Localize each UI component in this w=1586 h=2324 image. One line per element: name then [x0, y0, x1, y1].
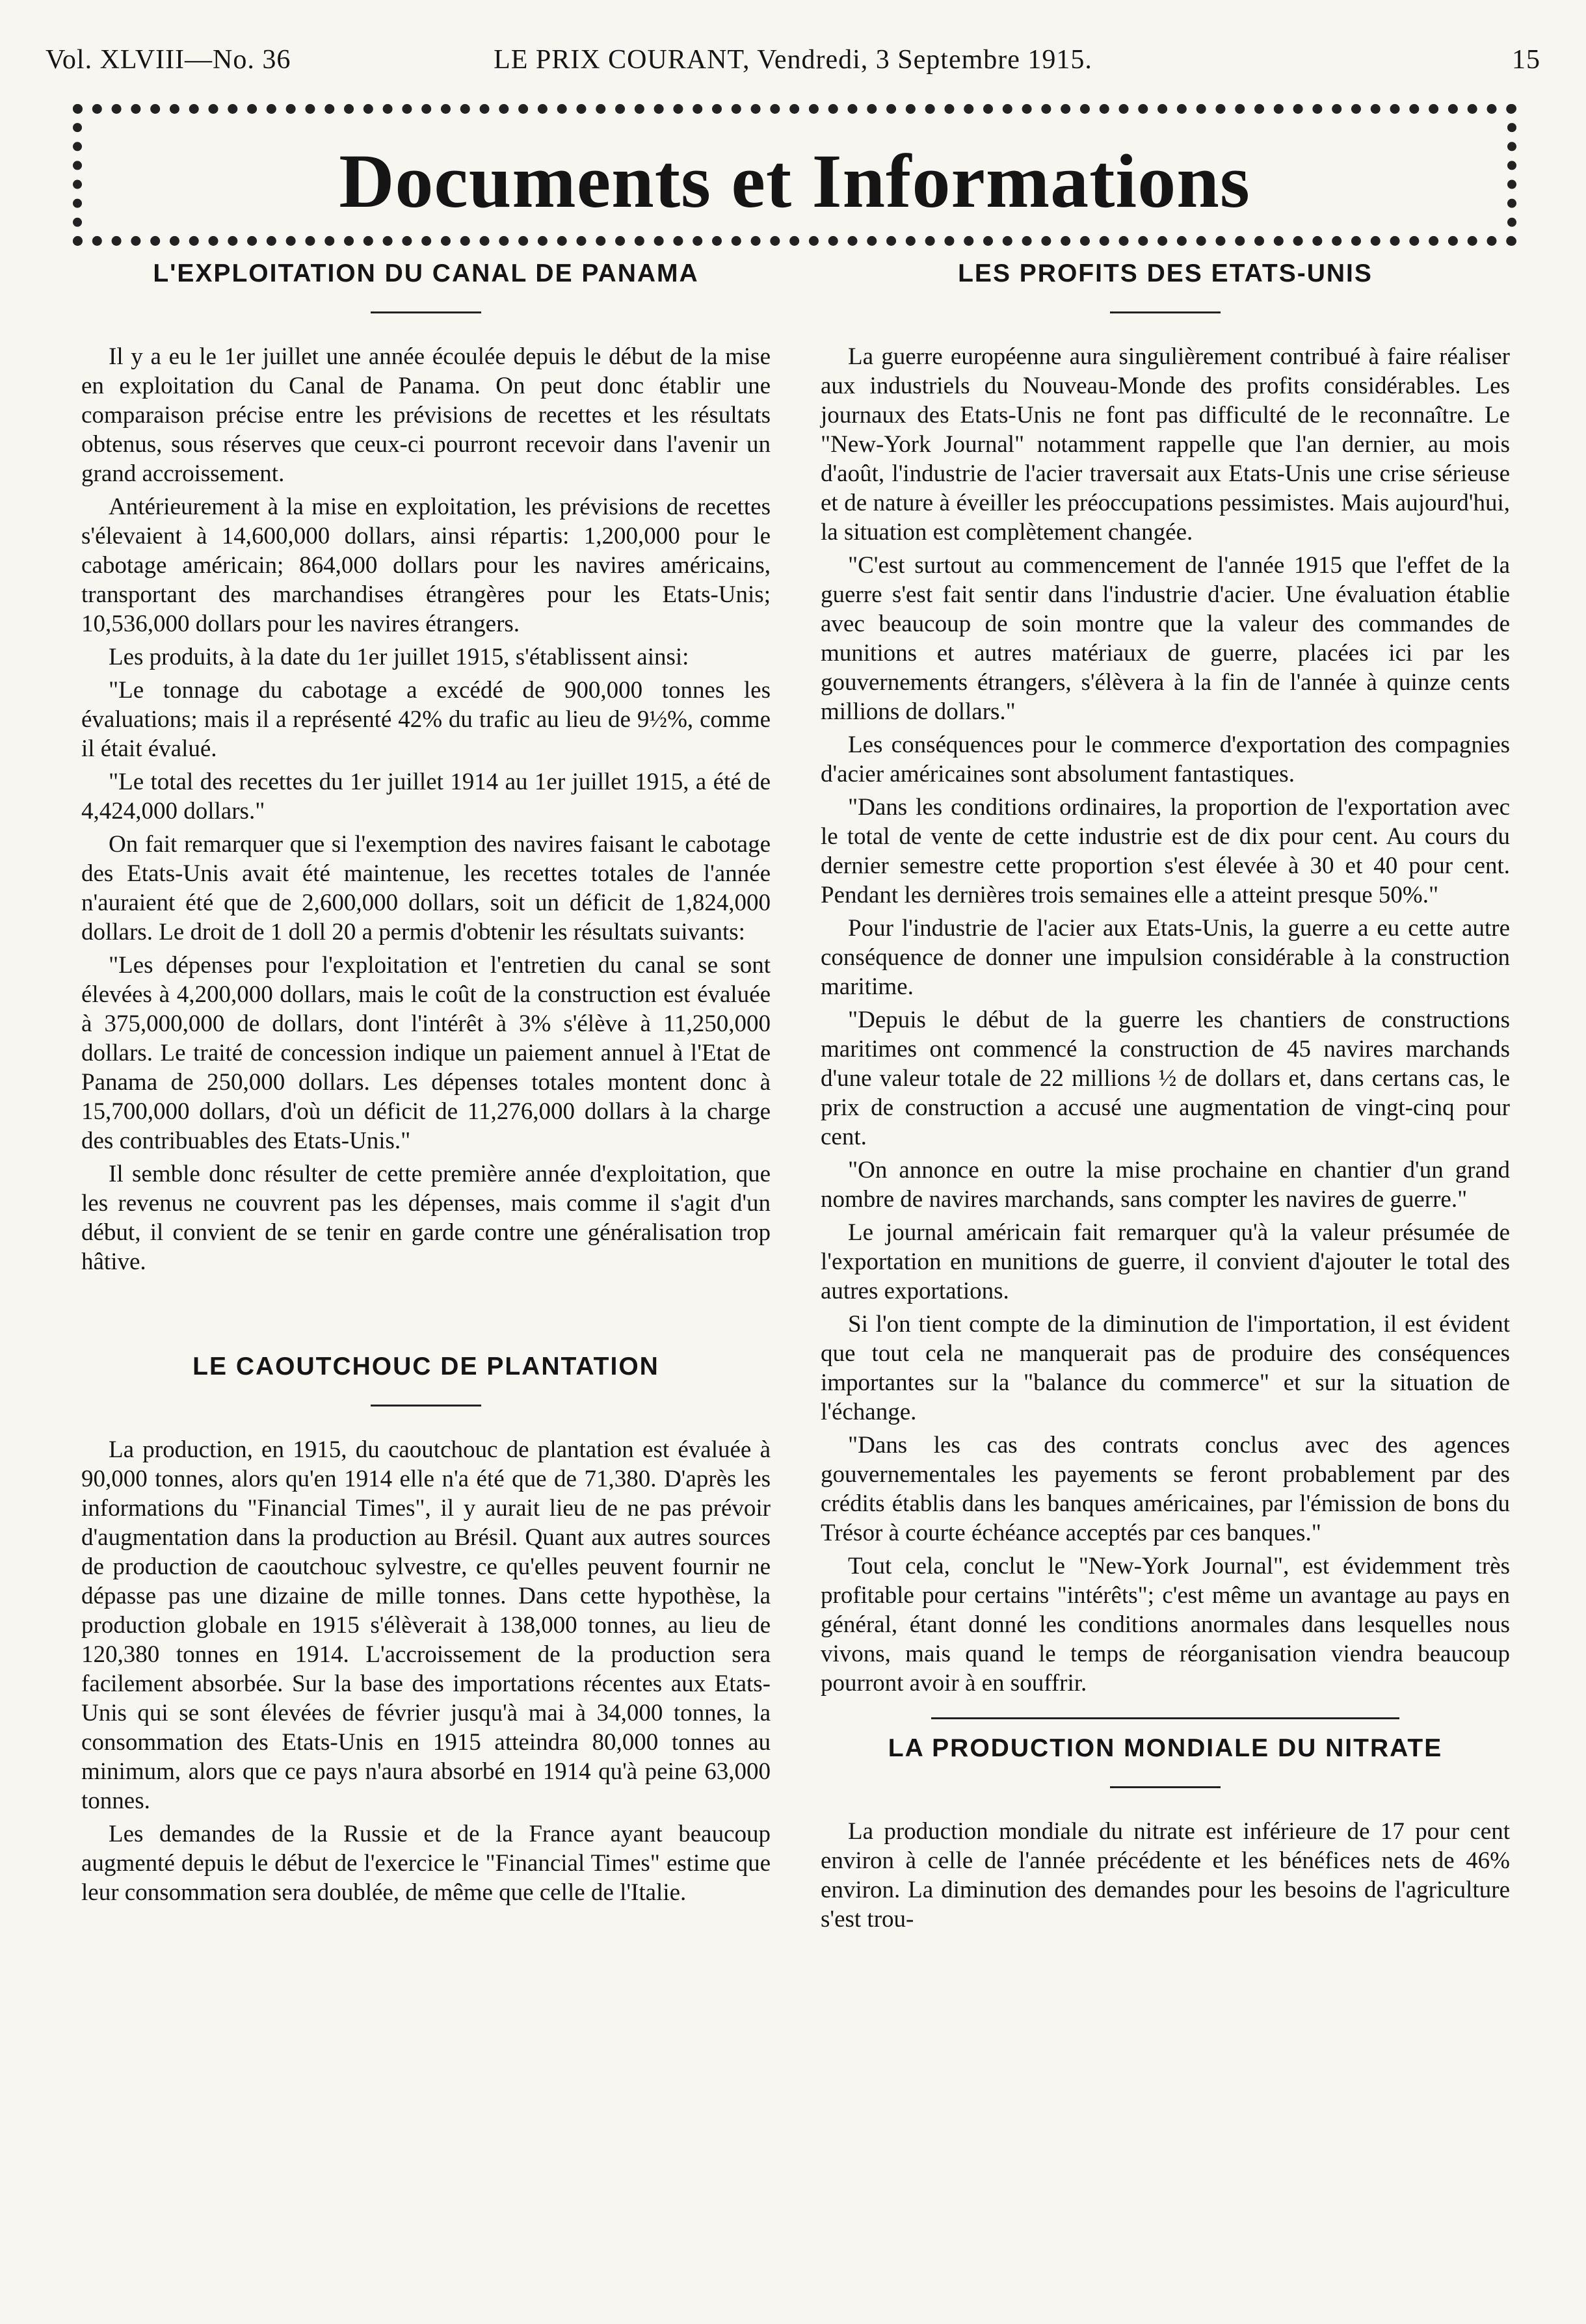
paragraph: On fait remarquer que si l'exemption des navires faisant le cabotage des Etats-Unis avait été maintenue, les recettes totales de l'année n'auraient été que de 2,600,000 dollars, soit un déficit de 1,824,000 dollars. Le droit de 1 doll 20 a permis d'obtenir les résultats suivants: [81, 831, 771, 945]
article-nitrate [821, 1734, 1510, 1934]
divider [371, 1405, 481, 1406]
right-column [821, 259, 1510, 1938]
article-heading: LA PRODUCTION MONDIALE DU NITRATE [888, 1734, 1443, 1762]
section-title: Documents et Informations [339, 139, 1250, 224]
paragraph: Il y a eu le 1er juillet une année écoulée depuis le début de la mise en exploitation du Canal de Panama. On peut donc établir une comparaison précise entre les prévisions de recettes et les résultats obtenus, sous réserves que ceux-ci pourront recevoir dans l'avenir un grand accroissement. [81, 343, 771, 487]
paragraph: Tout cela, conclut le "New-York Journal", est évidemment très profitable pour certains "intérêts"; c'est même un avantage au pays en général, étant donné les conditions anormales dans lesquelles nous vivons, mais quand le temps de réorganisation viendra beaucoup pourront avoir à en souffrir. [821, 1553, 1510, 1697]
paragraph: Antérieurement à la mise en exploitation, les prévisions de recettes s'élevaient à 14,600,000 dollars, ainsi répartis: 1,200,000 pour le cabotage américain; 864,000 dollars pour les navires américains, transportant des marchandises étrangères pour les Etats-Unis; 10,536,000 dollars pour les navires étrangers. [81, 494, 771, 637]
article-us-profits [821, 259, 1510, 1698]
paragraph: La production, en 1915, du caoutchouc de plantation est évaluée à 90,000 tonnes, alors qu'en 1914 elle n'a été que de 71,380. D'après les informations du "Financial Times", il y aurait lieu de ne pas prévoir d'augmentation dans la production au Brésil. Quant aux autres sources de production de caoutchouc sylvestre, ce qu'elles peuvent fournir ne dépasse pas une dizaine de mille tonnes. Dans cette hypothèse, la production globale en 1915 s'élèverait à 138,000 tonnes, au lieu de 120,380 tonnes en 1914. L'accroissement de la production sera facilement absorbée. Sur la base des importations récentes aux Etats-Unis qui se sont élevées de février jusqu'à mai à 34,000 tonnes, la consommation des Etats-Unis en 1915 atteindra 80,000 tonnes au minimum, alors que ce pays n'aura absorbé en 1914 qu'à peine 63,000 tonnes. [81, 1436, 771, 1814]
paragraph: Les demandes de la Russie et de la France ayant beaucoup augmenté depuis le début de l'exercice le "Financial Times" estime que leur consommation sera doublée, de même que celle de l'Italie. [81, 1821, 771, 1906]
article-heading: L'EXPLOITATION DU CANAL DE PANAMA [153, 259, 699, 287]
divider [1110, 311, 1221, 313]
paragraph: "Dans les cas des contrats conclus avec des agences gouvernementales les payements se feront probablement par des crédits établis dans les banques américaines, par l'émission de bons du Trésor à courte échéance acceptés par ces banques." [821, 1432, 1510, 1546]
masthead: LE PRIX COURANT, Vendredi, 3 Septembre 1915. [494, 45, 1092, 75]
paragraph: "Le total des recettes du 1er juillet 1914 au 1er juillet 1915, a été de 4,424,000 dollars." [81, 769, 771, 825]
paragraph: "C'est surtout au commencement de l'année 1915 que l'effet de la guerre s'est fait sentir dans l'industrie d'acier. Une évaluation établie avec beaucoup de soin montre que la valeur des commandes de munitions et autres matériaux de guerre, placées ici par les gouvernements étrangers, s'élèvera à la fin de l'année à quinze cents millions de dollars." [821, 552, 1510, 725]
paragraph: Il semble donc résulter de cette première année d'exploitation, que les revenus ne couvrent pas les dépenses, mais comme il s'agit d'un début, il convient de se tenir en garde contre une généralisation trop hâtive. [81, 1161, 771, 1275]
spacer [81, 1280, 771, 1352]
divider [1110, 1786, 1221, 1788]
article-rubber [81, 1352, 771, 1907]
paragraph: La guerre européenne aura singulièrement contribué à faire réaliser aux industriels du Nouveau-Monde des profits considérables. Les journaux des Etats-Unis ne font pas difficulté de le reconnaître. Le "New-York Journal" notamment rappelle que l'an dernier, au mois d'août, l'industrie de l'acier traversait aux Etats-Unis une crise sérieuse et de nature à éveiller les préoccupations pessimistes. Mais aujourd'hui, la situation est complètement changée. [821, 343, 1510, 546]
page-number: 15 [1512, 45, 1540, 75]
paragraph: "Le tonnage du cabotage a excédé de 900,000 tonnes les évaluations; mais il a représenté 42% du trafic au lieu de 9½%, comme il était évalué. [81, 677, 771, 762]
article-panama-canal [81, 259, 771, 1276]
paragraph: Le journal américain fait remarquer qu'à la valeur présumée de l'exportation en munitions de guerre, il convient d'ajouter le total des autres exportations. [821, 1219, 1510, 1304]
paragraph: Si l'on tient compte de la diminution de l'importation, il est évident que tout cela ne manquerait pas de produire des conséquences importantes sur la "balance du commerce" et sur la situation de l'échange. [821, 1311, 1510, 1425]
paragraph: Les conséquences pour le commerce d'exportation des compagnies d'acier américaines sont absolument fantastiques. [821, 732, 1510, 787]
paragraph: "Les dépenses pour l'exploitation et l'entretien du canal se sont élevées à 4,200,000 dollars, mais le coût de la construction est évaluée à 375,000,000 de dollars, dont l'intérêt à 3% s'élève à 11,250,000 dollars. Le traité de concession indique un paiement annuel à l'Etat de Panama de 250,000 dollars. Les dépenses totales montent donc à 15,700,000 dollars, d'où un déficit de 11,276,000 dollars à la charge des contribuables des Etats-Unis." [81, 952, 771, 1154]
divider [371, 311, 481, 313]
paragraph: "Depuis le début de la guerre les chantiers de constructions maritimes ont commencé la construction de 45 navires marchands d'une valeur totale de 22 millions ½ de dollars et, dans certans cas, le prix de construction a accusé une augmentation de vingt-cinq pour cent. [821, 1007, 1510, 1150]
divider [931, 1717, 1399, 1719]
left-column [81, 259, 771, 1911]
paragraph: "Dans les conditions ordinaires, la proportion de l'exportation avec le total de vente de cette industrie est de dix pour cent. Au cours du dernier semestre cette proportion s'est élevée à 30 et 40 pour cent. Pendant les dernières trois semaines elle a atteint presque 50%." [821, 794, 1510, 908]
volume-number: Vol. XLVIII—No. 36 [46, 45, 291, 75]
paragraph: Les produits, à la date du 1er juillet 1915, s'établissent ainsi: [109, 644, 689, 670]
paragraph: "On annonce en outre la mise prochaine en chantier d'un grand nombre de navires marchands, sans compter les navires de guerre." [821, 1157, 1510, 1213]
page-header [46, 44, 1540, 83]
article-heading: LES PROFITS DES ETATS-UNIS [958, 259, 1373, 287]
paragraph: La production mondiale du nitrate est inférieure de 17 pour cent environ à celle de l'année précédente et les bénéfices nets de 46% environ. La diminution des demandes pour les besoins de l'agriculture s'est trou- [821, 1818, 1510, 1933]
section-banner [73, 104, 1516, 246]
article-heading: LE CAOUTCHOUC DE PLANTATION [192, 1353, 659, 1380]
paragraph: Pour l'industrie de l'acier aux Etats-Unis, la guerre a eu cette autre conséquence de donner une impulsion considérable à la construction maritime. [821, 915, 1510, 1000]
